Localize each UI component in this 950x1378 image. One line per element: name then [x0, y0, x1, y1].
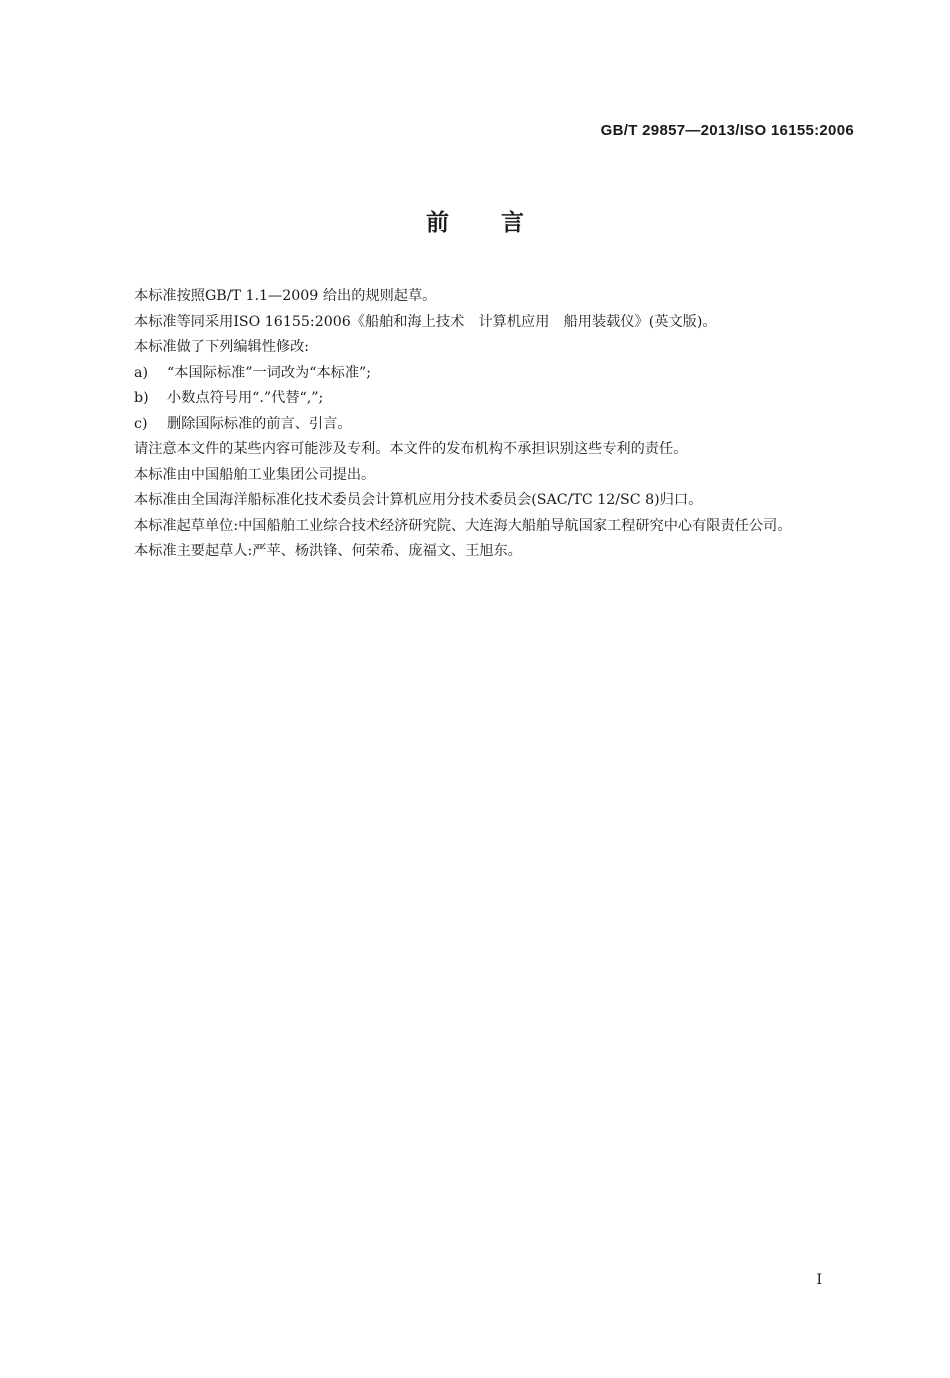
page-title: 前言	[426, 210, 576, 236]
page-number: I	[816, 1272, 822, 1288]
list-item-text: 小数点符号用“.”代替“,”;	[167, 390, 324, 406]
list-item	[101, 361, 853, 387]
list-marker: a)	[134, 364, 148, 381]
foreword-body	[101, 284, 853, 565]
list-item	[101, 386, 853, 412]
list-marker: c)	[134, 415, 148, 432]
paragraph-editorial-changes: 本标准做了下列编辑性修改:	[134, 339, 310, 355]
standard-code: GB/T 29857—2013/ISO 16155:2006	[600, 122, 854, 139]
paragraph-adoption: 本标准等同采用ISO 16155:2006《船舶和海上技术 计算机应用 船用装载仪》(英文版)。	[134, 313, 717, 330]
paragraph-drafting-organizations: 本标准起草单位:中国船舶工业综合技术经济研究院、大连海大船舶导航国家工程研究中心有限责任公司。	[134, 517, 792, 534]
paragraph-patent-notice: 请注意本文件的某些内容可能涉及专利。本文件的发布机构不承担识别这些专利的责任。	[134, 441, 688, 457]
list-item-text: “本国际标准”一词改为“本标准”;	[167, 364, 372, 381]
list-marker: b)	[134, 390, 149, 406]
paragraph-drafters: 本标准主要起草人:严苹、杨洪锋、何荣希、庞福文、王旭东。	[134, 543, 522, 559]
paragraph-drafting-rules: 本标准按照GB/T 1.1—2009 给出的规则起草。	[134, 288, 437, 304]
list-item-text: 删除国际标准的前言、引言。	[167, 415, 352, 432]
paragraph-proposer: 本标准由中国船舶工业集团公司提出。	[134, 466, 376, 483]
list-item	[101, 412, 853, 438]
paragraph-technical-committee: 本标准由全国海洋船标准化技术委员会计算机应用分技术委员会(SAC/TC 12/SC 8)归口。	[134, 492, 703, 508]
